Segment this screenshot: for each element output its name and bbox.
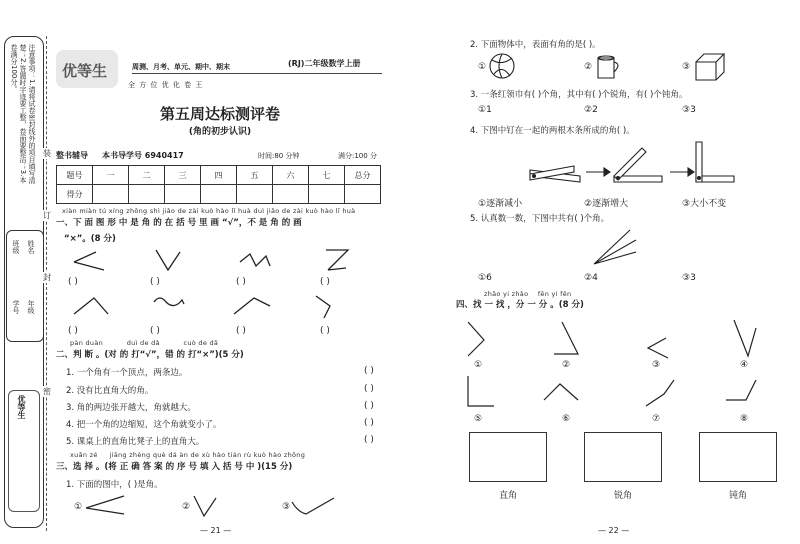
q3-pinyin: xuǎn zé jiāng zhèng què dá àn de xù hào tián rù kuò hào zhōng: [70, 451, 306, 459]
q2-answer-5[interactable]: ( ): [364, 435, 374, 445]
q2-item-3: 3. 角的两边张开越大，角就越大。: [66, 403, 196, 413]
q1-answer-1[interactable]: ( ): [68, 277, 78, 287]
score-cell[interactable]: [237, 185, 273, 204]
figure-curve-option-3: [292, 498, 334, 514]
score-header-cell: 一: [93, 166, 129, 185]
figure-zigzag-3: [240, 254, 270, 266]
q2-answer-4[interactable]: ( ): [364, 418, 374, 428]
q4-label-8: ⑧: [740, 414, 749, 424]
figure-angle-4: [326, 250, 348, 270]
score-header-cell: 总分: [345, 166, 381, 185]
logo-text: 优等生: [62, 62, 108, 80]
figure-q4-1: [468, 322, 484, 356]
q1-heading-cont: “×”。(8 分): [64, 234, 116, 244]
full-score: 满分:100 分: [338, 152, 377, 160]
figure-q4-3: [648, 338, 668, 358]
rays-figure: [594, 230, 636, 264]
q3-item-5: 5. 认真数一数，下图中共有( )个角。: [470, 214, 610, 224]
score-cell[interactable]: [129, 185, 165, 204]
obtuse-angle-label: 钝角: [728, 491, 747, 501]
mug-figure: [598, 58, 614, 78]
figure-angle-1: [74, 252, 104, 270]
seal-word: 密: [43, 387, 51, 396]
score-cell[interactable]: [93, 185, 129, 204]
q4-label-5: ⑤: [474, 414, 483, 424]
header-rule: [132, 73, 382, 74]
q3-item2-option-1[interactable]: ①: [478, 62, 487, 72]
q4-label-2: ②: [562, 360, 571, 370]
q3-item1-figures: [84, 494, 364, 520]
page-title: 第五周达标测评卷: [159, 105, 280, 123]
seal-word: 装: [43, 149, 51, 158]
q3-item4-option-2[interactable]: ②逐渐增大: [584, 199, 629, 209]
q3-item2-option-2[interactable]: ②: [584, 62, 593, 72]
q1-answer-8[interactable]: ( ): [320, 326, 330, 336]
q4-pinyin: zhǎo yi zhǎo fēn yi fēn: [484, 290, 572, 298]
field-class: 班级: [12, 240, 20, 254]
score-header-cell: 四: [201, 166, 237, 185]
field-name: 姓名: [27, 240, 35, 254]
score-header-cell: 题号: [57, 166, 93, 185]
figure-q4-2: [554, 322, 578, 354]
figure-angle-2: [156, 250, 180, 270]
page-number-left: — 21 —: [200, 526, 232, 535]
q1-answer-5[interactable]: ( ): [68, 326, 78, 336]
score-row-label: 得分: [57, 185, 93, 204]
q3-item5-option-3[interactable]: ③3: [682, 273, 696, 283]
grade-badge: (RJ)二年级数学上册: [288, 59, 361, 68]
q2-item-1: 1. 一个角有一个顶点，两条边。: [66, 368, 188, 378]
q4-label-4: ④: [740, 360, 749, 370]
q1-pinyin: xiàn miàn tú xíng zhōng shì jiǎo de zài kuò hào lǐ huà duì jiǎo de zài kuò hào lǐ huà: [62, 207, 356, 215]
q3-item3-option-2[interactable]: ②2: [584, 105, 598, 115]
score-table: [56, 165, 381, 204]
score-cell[interactable]: [309, 185, 345, 204]
q4-label-3: ③: [652, 360, 661, 370]
q3-item4-figures: [476, 136, 736, 196]
q2-answer-1[interactable]: ( ): [364, 366, 374, 376]
q3-item5-option-1[interactable]: ①6: [478, 273, 492, 283]
figure-q4-8: [726, 380, 756, 400]
figure-angle-7: [234, 298, 270, 314]
q3-option-3[interactable]: ③: [282, 502, 291, 512]
series-motto: 全 方 位 优 化 卷 王: [128, 81, 204, 89]
series-tagline: 周测、月考、单元、期中、期末: [132, 63, 230, 71]
q1-answer-6[interactable]: ( ): [150, 326, 160, 336]
q3-option-2[interactable]: ②: [182, 502, 191, 512]
score-cell[interactable]: [165, 185, 201, 204]
page-subtitle: (角的初步认识): [188, 127, 252, 137]
q2-pinyin: pàn duàn duì de dǎ cuò de dǎ: [70, 339, 219, 347]
q4-heading: 四、找 一 找 ，分 一 分 。(8 分): [456, 300, 584, 310]
q2-item-4: 4. 把一个角的边缩短，这个角就变小了。: [66, 420, 222, 430]
acute-angle-box[interactable]: [584, 432, 662, 482]
figure-q4-7: [646, 380, 674, 406]
right-angle-label: 直角: [498, 491, 517, 501]
seal-word: 订: [43, 211, 51, 220]
q3-item3-option-3[interactable]: ③3: [682, 105, 696, 115]
q3-item5-option-2[interactable]: ②4: [584, 273, 598, 283]
ball-stripes: [492, 54, 512, 78]
q4-label-6: ⑥: [562, 414, 571, 424]
field-number: 学号: [12, 300, 20, 314]
q3-item-1: 1. 下面的图中，( )是角。: [66, 480, 163, 490]
q3-item4-option-1[interactable]: ①逐渐减小: [478, 199, 523, 209]
q2-answer-2[interactable]: ( ): [364, 384, 374, 394]
page-number-right: — 22 —: [598, 526, 630, 535]
seal-word: 封: [43, 273, 51, 282]
field-grade: 年级: [27, 300, 35, 314]
figure-angle-option-1: [86, 496, 124, 514]
figure-angle-option-2: [194, 496, 216, 516]
score-table-header-row: [57, 166, 381, 185]
q3-item-4: 4. 下图中钉在一起的两根木条所成的角( )。: [470, 126, 635, 136]
score-header-cell: 二: [129, 166, 165, 185]
q1-answer-4[interactable]: ( ): [320, 277, 330, 287]
q3-item2-option-3[interactable]: ③: [682, 62, 691, 72]
q4-label-7: ⑦: [652, 414, 661, 424]
score-table-row: [57, 185, 381, 204]
q3-item4-option-3[interactable]: ③大小不变: [682, 199, 727, 209]
stick-2a: [614, 148, 646, 180]
q2-heading: 二、判 断 。(对 的 打“√”，错 的 打“×”)(5 分): [56, 350, 244, 360]
q2-item-2: 2. 没有比直角大的角。: [66, 386, 154, 396]
figure-q4-5: [468, 376, 494, 406]
q1-figures: [56, 244, 396, 340]
q3-item5-figure: [590, 226, 640, 270]
guide-code: 本书导学号 6940417: [102, 151, 184, 160]
figure-q4-6: [544, 384, 578, 400]
q3-option-1[interactable]: ①: [74, 502, 83, 512]
box-figure: [696, 54, 724, 80]
ball-figure: [490, 54, 514, 78]
q1-answer-2[interactable]: ( ): [150, 277, 160, 287]
guide-label: 整书辅导: [56, 151, 88, 160]
q1-answer-7[interactable]: ( ): [236, 326, 246, 336]
q3-item-3: 3. 一条红领巾有( )个角，其中有( )个锐角，有( )个钝角。: [470, 90, 688, 100]
q4-figures: [460, 314, 770, 414]
score-cell[interactable]: [345, 185, 381, 204]
obtuse-angle-box[interactable]: [699, 432, 777, 482]
binding-logo: 优等生: [17, 395, 26, 419]
figure-angle-8: [316, 296, 330, 318]
figure-q4-4: [734, 320, 756, 356]
right-angle-box[interactable]: [469, 432, 547, 482]
figure-angle-5: [74, 298, 108, 314]
exam-time: 时间:80 分钟: [258, 152, 300, 160]
score-header-cell: 七: [309, 166, 345, 185]
binding-notice: 注意事项：1.请将试卷密封线外的项目填写清楚；2.答题时字迹要工整，卷面要整洁；3.本卷满分100分。: [10, 44, 36, 184]
score-header-cell: 五: [237, 166, 273, 185]
q3-heading: 三、选 择 。(将 正 确 答 案 的 序 号 填 入 括 号 中 )(15 分): [56, 462, 293, 472]
q2-item-5: 5. 课桌上的直角比凳子上的直角大。: [66, 437, 205, 447]
q3-item2-figures: [488, 50, 728, 84]
q1-answer-3[interactable]: ( ): [236, 277, 246, 287]
q1-heading: 一、下 面 图 形 中 是 角 的 在 括 号 里 画 “√”，不 是 角 的 画: [56, 218, 302, 228]
acute-angle-label: 锐角: [613, 491, 632, 501]
score-cell[interactable]: [273, 185, 309, 204]
q3-item3-option-1[interactable]: ①1: [478, 105, 492, 115]
score-header-cell: 三: [165, 166, 201, 185]
score-cell[interactable]: [201, 185, 237, 204]
figure-curve-6: [154, 298, 184, 306]
q4-label-1: ①: [474, 360, 483, 370]
q3-item-2: 2. 下面物体中，表面有角的是( )。: [470, 40, 601, 50]
score-header-cell: 六: [273, 166, 309, 185]
q2-answer-3[interactable]: ( ): [364, 401, 374, 411]
